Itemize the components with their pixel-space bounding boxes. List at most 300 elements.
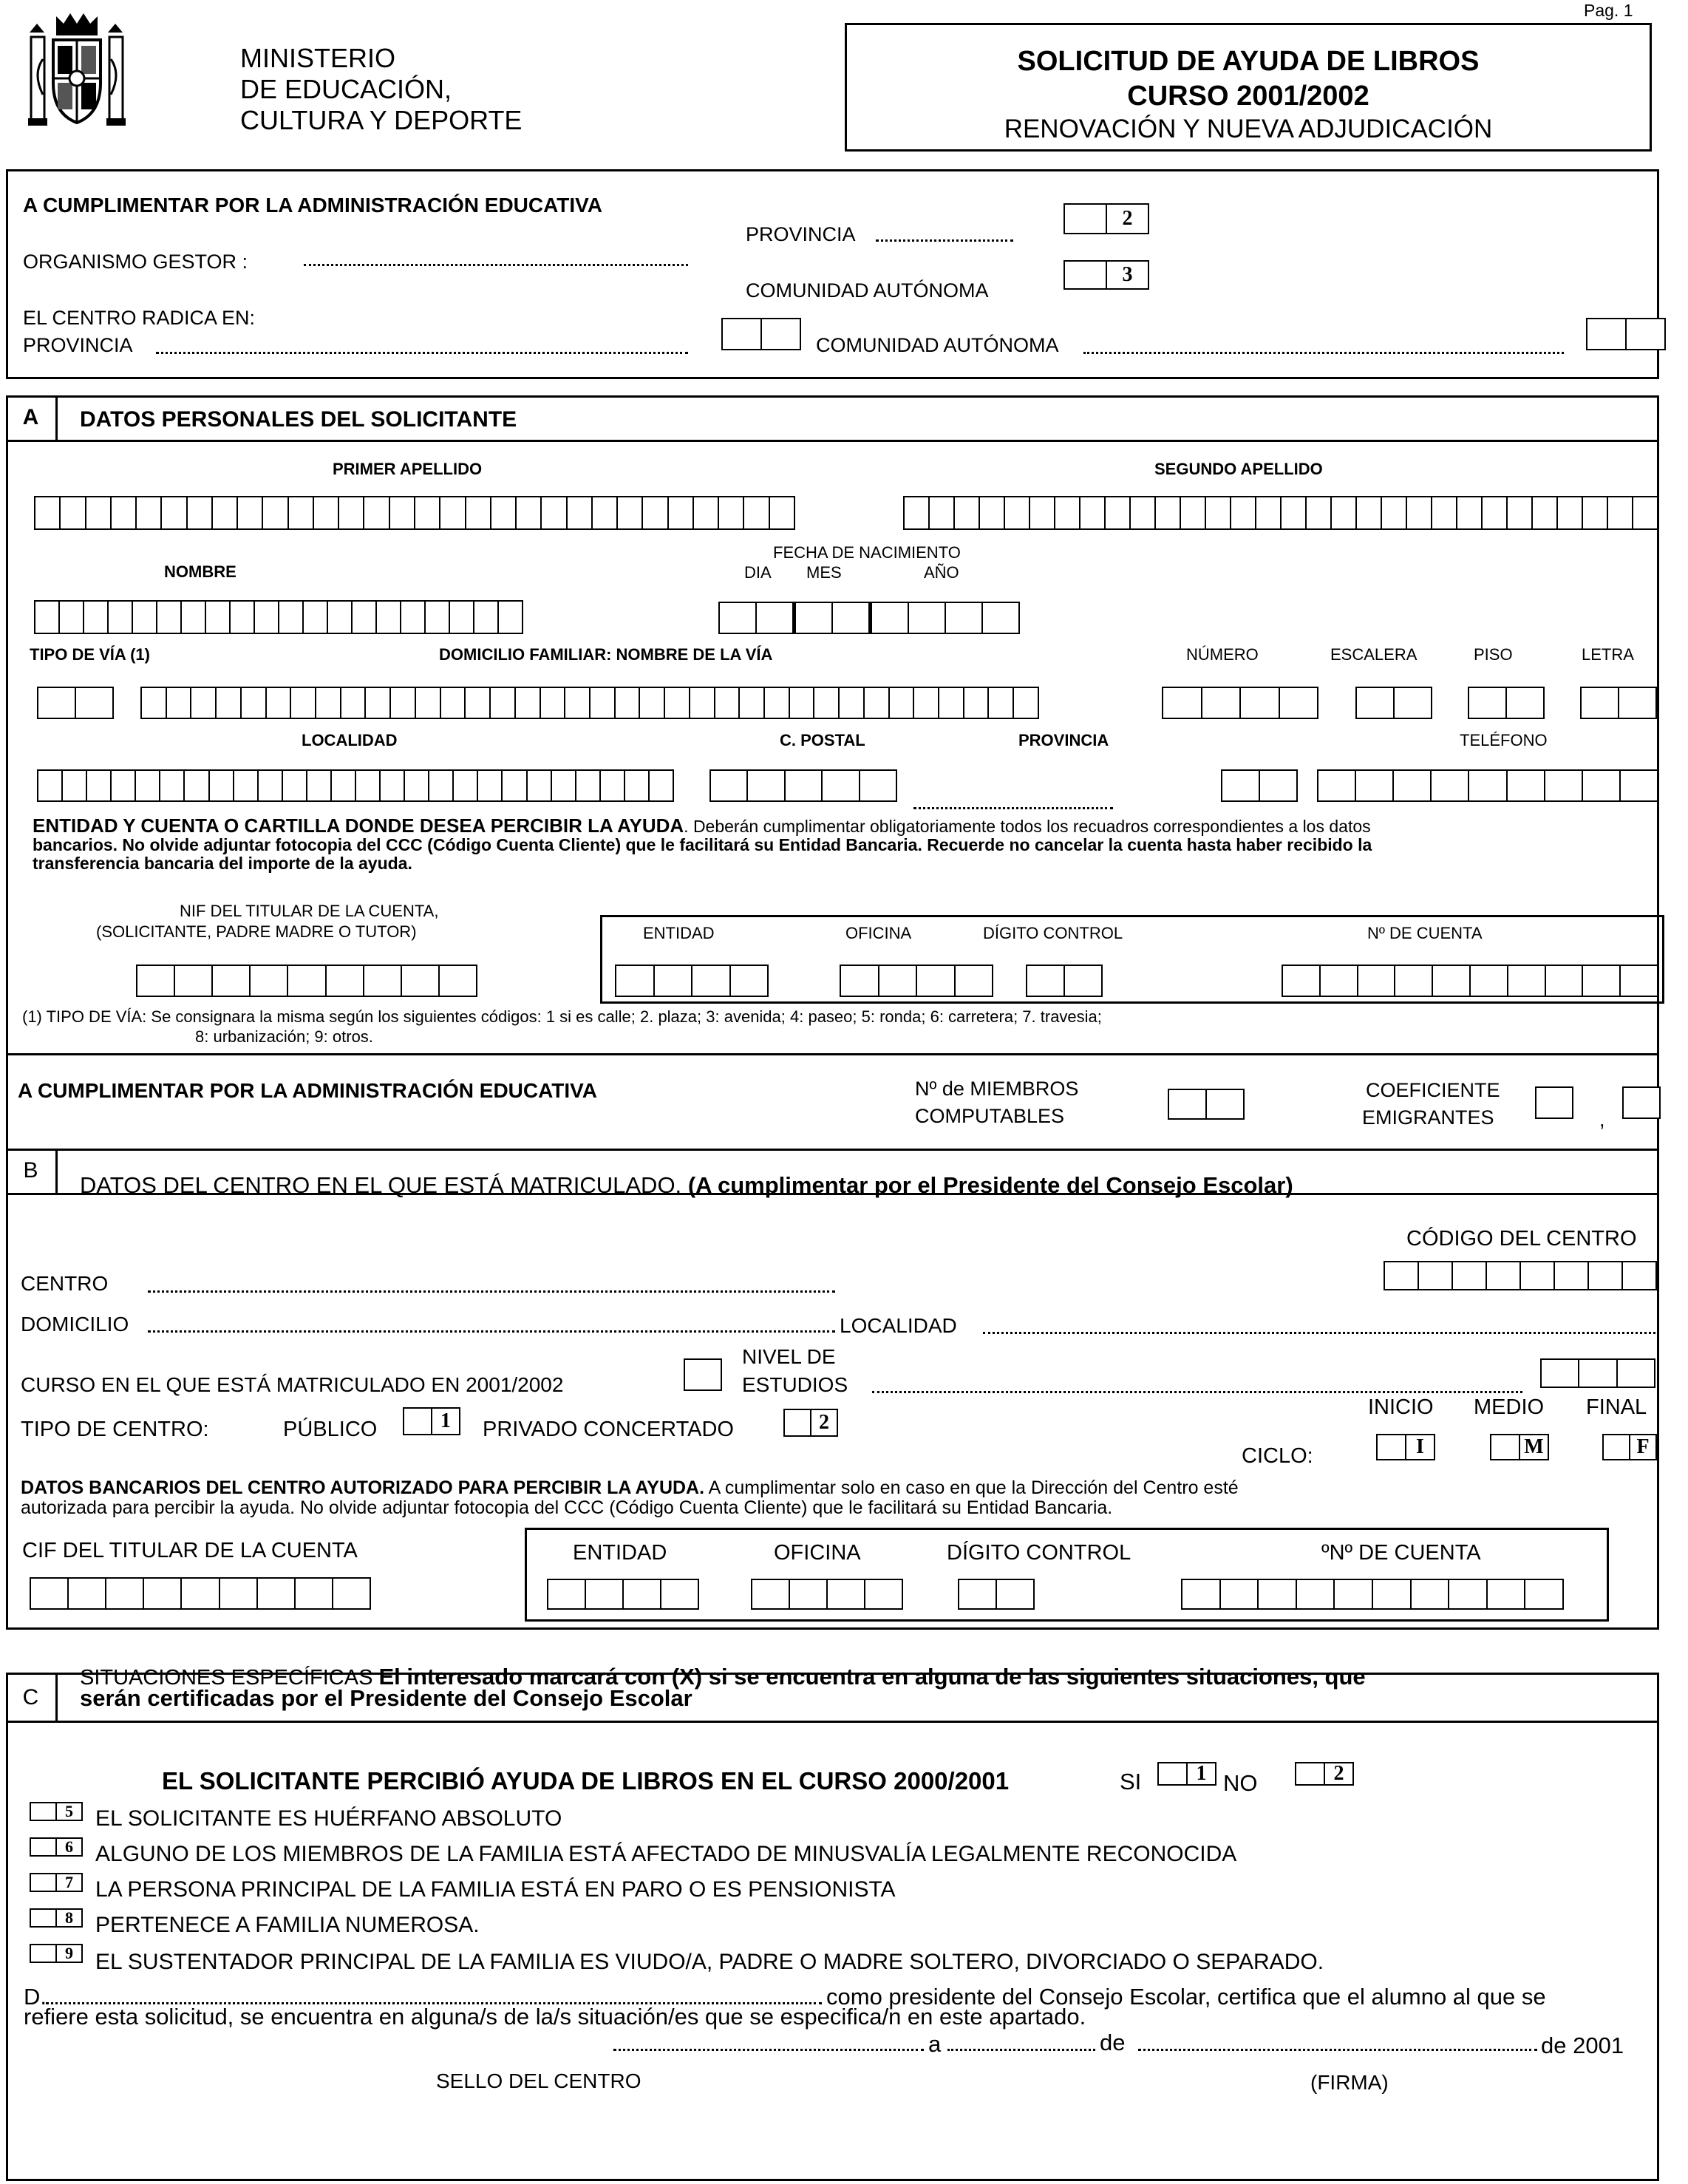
input-cell[interactable] [1432, 771, 1469, 800]
oficina-input[interactable] [840, 965, 993, 997]
input-cell[interactable] [752, 1580, 790, 1608]
input-cell[interactable] [786, 771, 823, 800]
input-cell[interactable] [814, 688, 840, 718]
input-cell[interactable] [959, 1580, 997, 1608]
input-cell[interactable] [997, 1580, 1033, 1608]
input-cell[interactable] [731, 966, 768, 996]
coeficiente-input-2[interactable] [1622, 1086, 1661, 1119]
input-cell[interactable] [251, 966, 288, 996]
input-cell[interactable] [440, 497, 466, 528]
input-cell[interactable] [715, 688, 741, 718]
provincia-a-field[interactable] [913, 807, 1113, 809]
domicilio-input[interactable] [140, 687, 1039, 719]
input-cell[interactable] [1469, 688, 1507, 718]
input-cell[interactable] [956, 966, 993, 996]
input-cell[interactable] [946, 603, 983, 633]
input-cell[interactable] [175, 966, 213, 996]
input-cell[interactable] [643, 497, 668, 528]
input-cell[interactable] [1357, 497, 1382, 528]
input-cell[interactable] [144, 1579, 182, 1608]
input-cell[interactable] [1457, 497, 1483, 528]
input-cell[interactable] [1621, 966, 1657, 996]
input-cell[interactable] [38, 688, 76, 718]
input-cell[interactable] [1491, 1435, 1520, 1459]
input-cell[interactable] [1207, 1090, 1243, 1118]
input-cell[interactable] [162, 497, 187, 528]
si-code-box[interactable] [1157, 1762, 1216, 1786]
input-cell[interactable] [1487, 1262, 1521, 1289]
telefono-input[interactable] [1317, 769, 1658, 802]
input-cell[interactable] [426, 602, 450, 633]
input-cell[interactable] [541, 688, 566, 718]
input-cell[interactable] [283, 771, 307, 800]
input-cell[interactable] [466, 497, 491, 528]
input-cell[interactable] [182, 1579, 219, 1608]
input-cell[interactable] [220, 1579, 258, 1608]
fecha-nacimiento-input[interactable] [718, 602, 1020, 634]
input-cell[interactable] [213, 497, 238, 528]
digito-input[interactable] [1026, 965, 1103, 997]
input-cell[interactable] [1373, 1580, 1412, 1608]
input-cell[interactable] [1508, 966, 1546, 996]
provincia-a-code-box[interactable] [1221, 769, 1298, 802]
input-cell[interactable] [685, 1360, 721, 1389]
input-cell[interactable] [1014, 688, 1038, 718]
input-cell[interactable] [1332, 497, 1357, 528]
input-cell[interactable] [872, 603, 909, 633]
input-cell[interactable] [790, 688, 815, 718]
input-cell[interactable] [1065, 966, 1101, 996]
letra-input[interactable] [1580, 687, 1657, 719]
input-cell[interactable] [939, 688, 964, 718]
cif-input[interactable] [30, 1577, 371, 1610]
input-cell[interactable] [304, 602, 328, 633]
input-cell[interactable] [1259, 1580, 1297, 1608]
input-cell[interactable] [213, 966, 251, 996]
input-cell[interactable] [157, 602, 182, 633]
input-cell[interactable] [84, 602, 109, 633]
input-cell[interactable] [1488, 1580, 1526, 1608]
input-cell[interactable] [833, 603, 872, 633]
input-cell[interactable] [416, 688, 441, 718]
input-cell[interactable] [1297, 1580, 1335, 1608]
input-cell[interactable] [720, 603, 757, 633]
input-cell[interactable] [255, 602, 279, 633]
input-cell[interactable] [744, 497, 769, 528]
input-cell[interactable] [76, 688, 112, 718]
cert-day-field[interactable] [947, 2049, 1095, 2051]
input-cell[interactable] [31, 1874, 57, 1891]
situacion-6-box[interactable] [30, 1837, 83, 1857]
input-cell[interactable] [188, 497, 213, 528]
input-cell[interactable] [1080, 497, 1106, 528]
input-cell[interactable] [516, 688, 541, 718]
input-cell[interactable] [1453, 1262, 1487, 1289]
input-cell[interactable] [840, 688, 865, 718]
input-cell[interactable] [1558, 497, 1583, 528]
input-cell[interactable] [890, 688, 915, 718]
input-cell[interactable] [616, 966, 655, 996]
input-cell[interactable] [1156, 497, 1181, 528]
input-cell[interactable] [669, 497, 694, 528]
comunidad-code-box[interactable] [1063, 260, 1149, 290]
input-cell[interactable] [381, 771, 405, 800]
digito-b-input[interactable] [958, 1579, 1035, 1610]
input-cell[interactable] [401, 602, 426, 633]
input-cell[interactable] [288, 966, 326, 996]
input-cell[interactable] [879, 966, 918, 996]
provincia-code-box[interactable] [1063, 203, 1149, 234]
input-cell[interactable] [1624, 1088, 1659, 1117]
input-cell[interactable] [860, 771, 896, 800]
input-cell[interactable] [1619, 688, 1655, 718]
ciclo-inicio-box[interactable] [1376, 1434, 1435, 1460]
input-cell[interactable] [823, 771, 860, 800]
input-cell[interactable] [1030, 497, 1055, 528]
input-cell[interactable] [1604, 1435, 1630, 1459]
input-cell[interactable] [576, 771, 601, 800]
input-cell[interactable] [1395, 688, 1431, 718]
input-cell[interactable] [1106, 497, 1131, 528]
input-cell[interactable] [31, 1839, 57, 1855]
input-cell[interactable] [1407, 497, 1432, 528]
coeficiente-input-1[interactable] [1535, 1086, 1573, 1119]
input-cell[interactable] [989, 688, 1014, 718]
input-cell[interactable] [109, 602, 133, 633]
input-cell[interactable] [429, 771, 454, 800]
input-cell[interactable] [548, 1580, 586, 1608]
input-cell[interactable] [917, 966, 956, 996]
input-cell[interactable] [565, 688, 591, 718]
situacion-9-box[interactable] [30, 1944, 83, 1963]
input-cell[interactable] [364, 966, 402, 996]
input-cell[interactable] [1356, 771, 1394, 800]
input-cell[interactable] [1169, 1090, 1207, 1118]
input-cell[interactable] [865, 1580, 902, 1608]
input-cell[interactable] [136, 771, 160, 800]
input-cell[interactable] [865, 688, 890, 718]
input-cell[interactable] [665, 688, 690, 718]
input-cell[interactable] [694, 497, 719, 528]
input-cell[interactable] [841, 966, 879, 996]
input-cell[interactable] [983, 603, 1018, 633]
input-cell[interactable] [528, 771, 552, 800]
input-cell[interactable] [650, 771, 673, 800]
input-cell[interactable] [1633, 497, 1657, 528]
input-cell[interactable] [267, 688, 292, 718]
tipo-via-input[interactable] [37, 687, 114, 719]
input-cell[interactable] [279, 602, 304, 633]
input-cell[interactable] [289, 497, 314, 528]
input-cell[interactable] [1307, 497, 1332, 528]
input-cell[interactable] [640, 688, 665, 718]
input-cell[interactable] [591, 688, 616, 718]
input-cell[interactable] [167, 688, 192, 718]
input-cell[interactable] [1282, 497, 1307, 528]
input-cell[interactable] [1546, 966, 1584, 996]
input-cell[interactable] [364, 497, 389, 528]
input-cell[interactable] [1382, 497, 1407, 528]
situacion-8-box[interactable] [30, 1908, 83, 1928]
nombre-input[interactable] [34, 600, 523, 634]
input-cell[interactable] [503, 771, 527, 800]
input-cell[interactable] [740, 688, 765, 718]
input-cell[interactable] [474, 602, 499, 633]
input-cell[interactable] [790, 1580, 828, 1608]
nif-input[interactable] [136, 965, 477, 997]
input-cell[interactable] [478, 771, 503, 800]
input-cell[interactable] [491, 688, 516, 718]
input-cell[interactable] [1394, 771, 1432, 800]
input-cell[interactable] [1589, 1262, 1623, 1289]
input-cell[interactable] [542, 497, 567, 528]
input-cell[interactable] [692, 966, 731, 996]
cert-place-field[interactable] [613, 2049, 924, 2051]
provincia2-field[interactable] [156, 352, 688, 354]
input-cell[interactable] [909, 603, 946, 633]
input-cell[interactable] [1587, 319, 1627, 349]
cpostal-input[interactable] [709, 769, 897, 802]
miembros-input[interactable] [1168, 1089, 1245, 1120]
segundo-apellido-input[interactable] [903, 496, 1658, 530]
input-cell[interactable] [1432, 497, 1457, 528]
input-cell[interactable] [517, 497, 542, 528]
input-cell[interactable] [333, 1579, 370, 1608]
input-cell[interactable] [405, 771, 429, 800]
input-cell[interactable] [61, 497, 86, 528]
input-cell[interactable] [1395, 966, 1433, 996]
input-cell[interactable] [1283, 966, 1321, 996]
input-cell[interactable] [234, 771, 259, 800]
publico-code-box[interactable] [403, 1407, 460, 1435]
input-cell[interactable] [748, 771, 785, 800]
input-cell[interactable] [341, 688, 367, 718]
input-cell[interactable] [106, 1579, 144, 1608]
numero-input[interactable] [1162, 687, 1318, 719]
input-cell[interactable] [86, 497, 112, 528]
input-cell[interactable] [1335, 1580, 1373, 1608]
input-cell[interactable] [1507, 688, 1543, 718]
input-cell[interactable] [661, 1580, 698, 1608]
input-cell[interactable] [1608, 497, 1633, 528]
input-cell[interactable] [1027, 966, 1065, 996]
input-cell[interactable] [31, 1803, 57, 1820]
input-cell[interactable] [625, 771, 650, 800]
escalera-input[interactable] [1355, 687, 1432, 719]
input-cell[interactable] [1318, 771, 1356, 800]
input-cell[interactable] [499, 602, 522, 633]
privado-code-box[interactable] [783, 1409, 838, 1437]
input-cell[interactable] [112, 497, 137, 528]
input-cell[interactable] [1471, 966, 1508, 996]
comunidad2-field[interactable] [1083, 352, 1564, 354]
oficina-b-input[interactable] [751, 1579, 903, 1610]
input-cell[interactable] [1241, 688, 1280, 718]
input-cell[interactable] [1163, 688, 1202, 718]
input-cell[interactable] [828, 1580, 865, 1608]
input-cell[interactable] [1222, 771, 1260, 800]
input-cell[interactable] [1055, 497, 1080, 528]
input-cell[interactable] [1378, 1435, 1406, 1459]
no-code-box[interactable] [1295, 1762, 1354, 1786]
input-cell[interactable] [593, 497, 618, 528]
input-cell[interactable] [1623, 1262, 1655, 1289]
input-cell[interactable] [586, 1580, 624, 1608]
input-cell[interactable] [765, 688, 790, 718]
input-cell[interactable] [1536, 1088, 1572, 1117]
input-cell[interactable] [770, 497, 794, 528]
input-cell[interactable] [757, 603, 796, 633]
input-cell[interactable] [440, 966, 476, 996]
input-cell[interactable] [796, 603, 833, 633]
input-cell[interactable] [785, 1410, 811, 1435]
input-cell[interactable] [1159, 1763, 1188, 1784]
input-cell[interactable] [87, 771, 112, 800]
provincia2-code-box[interactable] [721, 318, 801, 350]
input-cell[interactable] [404, 1409, 432, 1434]
input-cell[interactable] [339, 497, 364, 528]
input-cell[interactable] [217, 688, 242, 718]
input-cell[interactable] [31, 1945, 57, 1962]
input-cell[interactable] [1542, 1360, 1579, 1387]
input-cell[interactable] [1419, 1262, 1453, 1289]
input-cell[interactable] [1296, 1763, 1325, 1784]
input-cell[interactable] [618, 497, 643, 528]
input-cell[interactable] [160, 771, 185, 800]
input-cell[interactable] [1525, 1580, 1562, 1608]
input-cell[interactable] [314, 497, 339, 528]
input-cell[interactable] [63, 771, 87, 800]
codigo-centro-input[interactable] [1384, 1261, 1657, 1290]
input-cell[interactable] [655, 966, 693, 996]
centro-field[interactable] [148, 1290, 835, 1293]
input-cell[interactable] [1621, 771, 1657, 800]
input-cell[interactable] [291, 688, 316, 718]
input-cell[interactable] [1065, 262, 1107, 288]
ciclo-final-box[interactable] [1602, 1434, 1657, 1460]
input-cell[interactable] [454, 771, 478, 800]
curso-input[interactable] [684, 1358, 722, 1391]
input-cell[interactable] [31, 1910, 57, 1926]
input-cell[interactable] [1545, 771, 1583, 800]
input-cell[interactable] [719, 497, 744, 528]
input-cell[interactable] [723, 319, 762, 349]
input-cell[interactable] [137, 497, 162, 528]
situacion-7-box[interactable] [30, 1873, 83, 1892]
cert-month-field[interactable] [1138, 2049, 1537, 2051]
input-cell[interactable] [1508, 771, 1545, 800]
domicilio-b-field[interactable] [148, 1330, 835, 1333]
input-cell[interactable] [206, 602, 231, 633]
input-cell[interactable] [450, 602, 474, 633]
input-cell[interactable] [762, 319, 800, 349]
input-cell[interactable] [391, 688, 416, 718]
input-cell[interactable] [601, 771, 625, 800]
input-cell[interactable] [1627, 319, 1664, 349]
input-cell[interactable] [263, 497, 288, 528]
input-cell[interactable] [327, 966, 364, 996]
input-cell[interactable] [1131, 497, 1156, 528]
input-cell[interactable] [35, 602, 60, 633]
piso-input[interactable] [1468, 687, 1545, 719]
primer-apellido-input[interactable] [34, 496, 795, 530]
input-cell[interactable] [377, 602, 401, 633]
input-cell[interactable] [1469, 771, 1507, 800]
input-cell[interactable] [296, 1579, 333, 1608]
input-cell[interactable] [1065, 205, 1107, 233]
organismo-field[interactable] [304, 264, 688, 266]
localidad-input[interactable] [37, 769, 674, 802]
input-cell[interactable] [1508, 497, 1533, 528]
input-cell[interactable] [624, 1580, 661, 1608]
input-cell[interactable] [185, 771, 209, 800]
input-cell[interactable] [1412, 1580, 1450, 1608]
input-cell[interactable] [955, 497, 980, 528]
situacion-5-box[interactable] [30, 1802, 83, 1821]
input-cell[interactable] [210, 771, 234, 800]
input-cell[interactable] [238, 497, 263, 528]
input-cell[interactable] [964, 688, 990, 718]
input-cell[interactable] [466, 688, 491, 718]
input-cell[interactable] [1202, 688, 1242, 718]
input-cell[interactable] [1583, 497, 1608, 528]
input-cell[interactable] [1321, 966, 1358, 996]
input-cell[interactable] [1221, 1580, 1259, 1608]
input-cell[interactable] [568, 497, 593, 528]
input-cell[interactable] [112, 771, 136, 800]
cuenta-input[interactable] [1282, 965, 1658, 997]
input-cell[interactable] [491, 497, 517, 528]
input-cell[interactable] [1385, 1262, 1419, 1289]
input-cell[interactable] [242, 688, 267, 718]
input-cell[interactable] [142, 688, 167, 718]
input-cell[interactable] [69, 1579, 106, 1608]
input-cell[interactable] [1583, 966, 1621, 996]
input-cell[interactable] [316, 688, 341, 718]
input-cell[interactable] [552, 771, 576, 800]
input-cell[interactable] [31, 1579, 69, 1608]
input-cell[interactable] [415, 497, 440, 528]
input-cell[interactable] [35, 497, 61, 528]
input-cell[interactable] [905, 497, 930, 528]
localidad-b-field[interactable] [983, 1332, 1655, 1334]
input-cell[interactable] [191, 688, 217, 718]
input-cell[interactable] [1582, 688, 1619, 718]
input-cell[interactable] [1280, 688, 1318, 718]
input-cell[interactable] [441, 688, 466, 718]
input-cell[interactable] [1521, 1262, 1555, 1289]
entidad-input[interactable] [615, 965, 769, 997]
input-cell[interactable] [690, 688, 715, 718]
input-cell[interactable] [390, 497, 415, 528]
input-cell[interactable] [133, 602, 157, 633]
input-cell[interactable] [259, 771, 283, 800]
input-cell[interactable] [1005, 497, 1030, 528]
input-cell[interactable] [1206, 497, 1231, 528]
nivel-input[interactable] [1540, 1358, 1655, 1388]
input-cell[interactable] [1357, 688, 1395, 718]
input-cell[interactable] [38, 771, 63, 800]
input-cell[interactable] [1483, 497, 1508, 528]
input-cell[interactable] [307, 771, 332, 800]
input-cell[interactable] [60, 602, 84, 633]
input-cell[interactable] [1555, 1262, 1589, 1289]
cuenta-b-input[interactable] [1181, 1579, 1564, 1610]
input-cell[interactable] [258, 1579, 296, 1608]
input-cell[interactable] [914, 688, 939, 718]
comunidad2-code-box[interactable] [1586, 318, 1666, 350]
input-cell[interactable] [1256, 497, 1282, 528]
